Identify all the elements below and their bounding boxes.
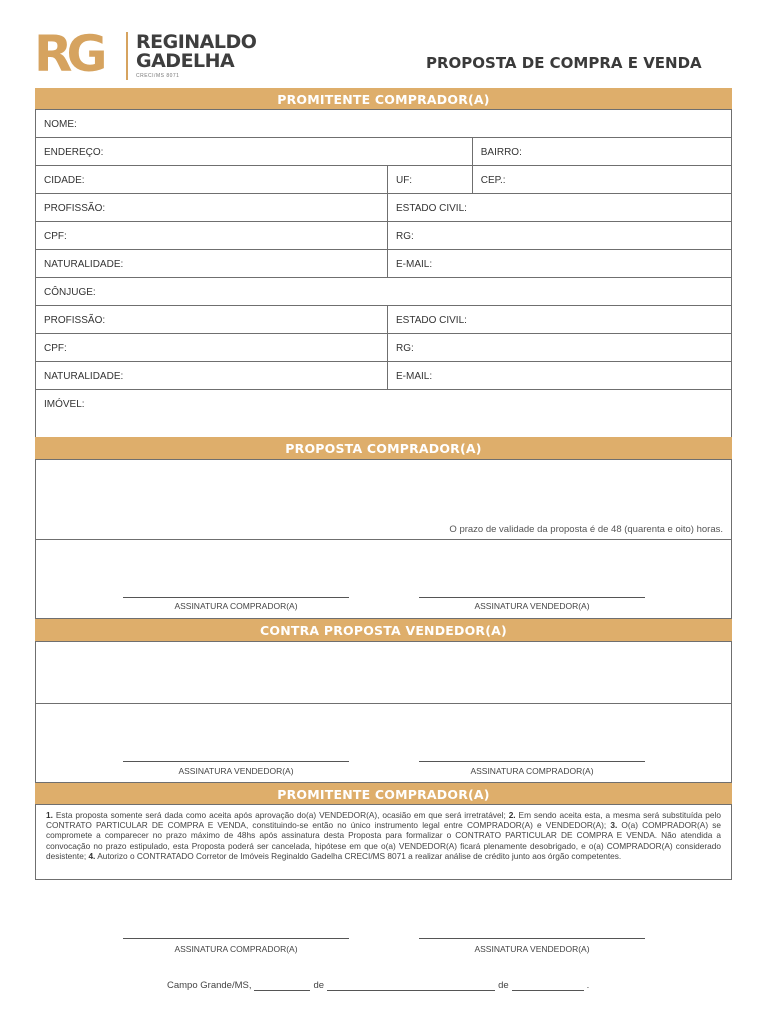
field-cep[interactable]: CEP.: <box>480 175 506 186</box>
place-label: Campo Grande/MS, <box>167 980 252 991</box>
brand-name-line2: GADELHA <box>136 50 235 72</box>
form-row <box>36 110 731 138</box>
field-conjuge[interactable]: CÔNJUGE: <box>44 287 96 298</box>
form-row <box>36 390 731 439</box>
section-header-seller-counter: CONTRA PROPOSTA VENDEDOR(A) <box>35 619 732 641</box>
validity-note: O prazo de validade da proposta é de 48 (quarenta e oito) horas. <box>449 524 723 535</box>
section-header-buyer: PROMITENTE COMPRADOR(A) <box>35 88 732 110</box>
terms-text: 1. Esta proposta somente será dada como aceita após aprovação do(a) VENDEDOR(A), ocasião em que será irretratável; 2. Em sendo aceita esta, a mesma será substituída pelo CONTRATO PARTICULAR DE COMPRA E VENDA, constituindo-se então no único instrumento legal entre COMPRADOR(A) e VENDEDOR(A); 3. O(a) COMPRADOR(A) se compromete a comparecer no prazo máximo de 48hs após assinatura desta Proposta para formalizar o CONTRATO PARTICULAR DE COMPRA E VENDA. Não atendida a convocação no prazo estipulado, esta Proposta poderá ser cancelada, hipótese em que o(a) VENDEDOR(A) ficará plenamente desobrigado, e o(a) COMPRADOR(A) considerado desistente; 4. Autorizo o CONTRATADO Corretor de Imóveis Reginaldo Gadelha CRECI/MS 8071 a realizar análise de crédito junto aos órgão competentes. <box>35 804 732 880</box>
year-blank[interactable] <box>512 982 584 991</box>
field-email[interactable]: E-MAIL: <box>395 259 433 270</box>
field-conjuge-estado-civil[interactable]: ESTADO CIVIL: <box>395 315 467 326</box>
form-row <box>36 138 731 166</box>
brand-logo <box>34 25 257 83</box>
counter-proposal-area[interactable] <box>35 641 732 704</box>
signature-label-comprador-counter: ASSINATURA COMPRADOR(A) <box>470 766 594 776</box>
field-endereco[interactable]: ENDEREÇO: <box>36 138 473 165</box>
field-cidade[interactable]: CIDADE: <box>36 166 388 193</box>
signature-label-comprador: ASSINATURA COMPRADOR(A) <box>174 601 298 611</box>
form-row <box>36 334 731 362</box>
form-row <box>36 362 731 390</box>
field-rg[interactable]: RG: <box>395 231 414 242</box>
signature-label-vendedor-counter: ASSINATURA VENDEDOR(A) <box>178 766 294 776</box>
buyer-proposal-area[interactable] <box>35 459 732 540</box>
field-conjuge-naturalidade[interactable]: NATURALIDADE: <box>36 362 388 389</box>
field-profissao[interactable]: PROFISSÃO: <box>36 194 388 221</box>
section-header-terms: PROMITENTE COMPRADOR(A) <box>35 783 732 805</box>
document-title: PROPOSTA DE COMPRA E VENDA <box>426 54 702 72</box>
form-row <box>36 250 731 278</box>
field-uf[interactable]: UF: <box>388 166 473 193</box>
logo-divider <box>126 32 128 80</box>
form-row <box>36 166 731 194</box>
de-label-1: de <box>313 980 325 991</box>
field-nome[interactable]: NOME: <box>44 119 77 130</box>
field-cpf[interactable]: CPF: <box>36 222 388 249</box>
signature-line-vendedor-final[interactable] <box>419 938 645 939</box>
field-conjuge-cpf[interactable]: CPF: <box>36 334 388 361</box>
signature-line-comprador-counter[interactable] <box>419 761 645 762</box>
form-row <box>36 278 731 306</box>
field-conjuge-profissao[interactable]: PROFISSÃO: <box>36 306 388 333</box>
signature-line-comprador-final[interactable] <box>123 938 349 939</box>
field-conjuge-rg[interactable]: RG: <box>395 343 414 354</box>
field-estado-civil[interactable]: ESTADO CIVIL: <box>395 203 467 214</box>
brand-name-line1: REGINALDO <box>136 31 257 53</box>
form-row <box>36 194 731 222</box>
field-conjuge-email[interactable]: E-MAIL: <box>395 371 433 382</box>
field-imovel[interactable]: IMÓVEL: <box>44 399 85 410</box>
signature-line-vendedor-counter[interactable] <box>123 761 349 762</box>
buyer-form-table <box>35 109 732 439</box>
signature-label-vendedor: ASSINATURA VENDEDOR(A) <box>474 601 590 611</box>
end-period: . <box>586 980 590 991</box>
brand-creci: CRECI/MS 8071 <box>136 73 180 79</box>
de-label-2: de <box>498 980 509 991</box>
field-naturalidade[interactable]: NATURALIDADE: <box>36 250 388 277</box>
signature-line-vendedor[interactable] <box>419 597 645 598</box>
place-date-line <box>167 980 589 991</box>
signature-label-vendedor-final: ASSINATURA VENDEDOR(A) <box>474 944 590 954</box>
signature-line-comprador[interactable] <box>123 597 349 598</box>
logo-text <box>136 33 256 79</box>
month-blank[interactable] <box>327 982 495 991</box>
section-header-buyer-proposal: PROPOSTA COMPRADOR(A) <box>35 437 732 459</box>
field-bairro[interactable]: BAIRRO: <box>480 147 522 158</box>
logo-monogram: RG <box>34 25 102 83</box>
form-row <box>36 222 731 250</box>
signature-label-comprador-final: ASSINATURA COMPRADOR(A) <box>174 944 298 954</box>
form-row <box>36 306 731 334</box>
day-blank[interactable] <box>254 982 310 991</box>
